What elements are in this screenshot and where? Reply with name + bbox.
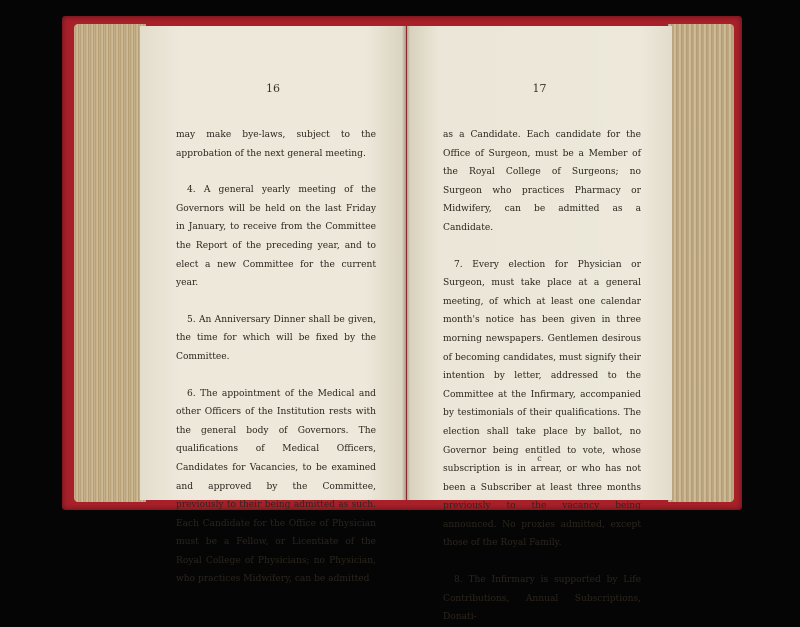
left-page-edges bbox=[74, 24, 146, 502]
paragraph-continuation: may make bye-laws, subject to the approbation of the next general meeting. bbox=[176, 130, 376, 159]
right-page bbox=[407, 26, 672, 623]
paragraph-8: 8. The Infirmary is supported by Life Contributions, Annual Subscriptions, Donati- bbox=[443, 575, 641, 623]
right-page-text bbox=[443, 126, 641, 627]
left-page-text bbox=[176, 126, 376, 589]
paragraph-6: 6. The appointment of the Medical and other Officers of the Institution rests with the general body of Governors. The qualifications of Medical Officers, Candidates for Vacancies, to be examined and approved by the Committee, previously to their being admitted as such. Each Candidate for the Office of Physician must be a Fellow, or Licentiate of the Royal College of Physicians; no Physician, who practices Midwifery, can be admitted bbox=[176, 388, 376, 585]
paragraph-6-continued: as a Candidate. Each candidate for the Office of Surgeon, must be a Member of the Royal College of Surgeons; no Surgeon who practices Pharmacy or Midwifery, can be admitted as a Candidate. bbox=[443, 130, 641, 233]
paragraph-7: 7. Every election for Physician or Surgeon, must take place at a general meeting, of which at least one calendar month's notice has been given in three morning newspapers. Gentlemen desirous of becoming candidates, must signify their intention by letter, addressed to the Committee at the Infirmary, accompanied by testimonials of their qualifications. The election shall take place by ballot, no Governor being entitled to vote, whose subscription is in arrear, or who has not been a Subscriber at least three months previously to the vacancy being announced. No proxies admitted, except those of the Royal Family. bbox=[443, 259, 641, 549]
paragraph-5: 5. An Anniversary Dinner shall be given, the time for which will be fixed by the Committee. bbox=[176, 314, 376, 362]
paragraph-4: 4. A general yearly meeting of the Governors will be held on the last Friday in January, to receive from the Committee the Report of the preceding year, and to elect a new Committee for the current year. bbox=[176, 185, 376, 289]
signature-mark: c bbox=[537, 454, 542, 463]
page-number-right: 17 bbox=[532, 82, 547, 95]
page-number-left: 16 bbox=[266, 82, 280, 95]
left-page bbox=[140, 26, 406, 585]
book-gutter bbox=[402, 26, 410, 500]
right-page-edges bbox=[668, 24, 734, 502]
